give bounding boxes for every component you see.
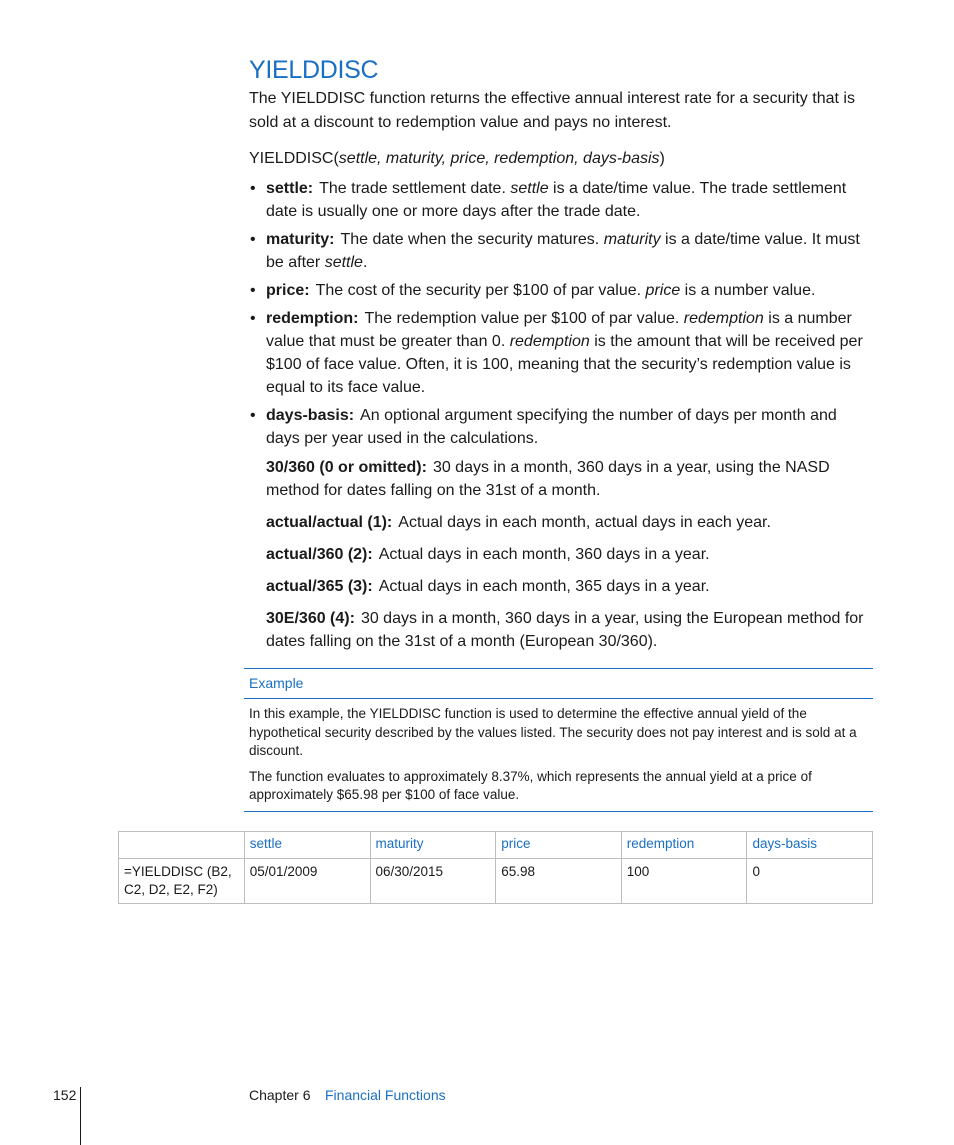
table-header-cell: redemption [621,832,747,859]
argument-text: redemption [509,333,590,350]
basis-option-text: 30 days in a month, 360 days in a year, using the European method for dates falling on the 31st of a month (European 30/360). [266,610,864,650]
argument-text: is a date/time value. The trade settlement date is usually one or more days after the trade date. [266,180,847,220]
argument-text: is a number value. [680,282,816,299]
basis-option [266,511,872,534]
argument-item [249,279,873,302]
basis-option [266,575,872,598]
example-table [118,831,873,904]
basis-option-term: 30E/360 (4): [266,610,355,627]
argument-text: maturity [603,231,661,248]
argument-text: price [645,282,681,299]
table-header-cell: days-basis [747,832,873,859]
table-header-cell [119,832,245,859]
bullet-icon: • [250,407,256,424]
basis-option-term: 30/360 (0 or omitted): [266,459,427,476]
bullet-icon: • [250,310,256,327]
page-number: 152 [53,1087,77,1103]
function-description: The YIELDDISC function returns the effective annual interest rate for a security that is sold at a discount to redemption value and pays no interest. [249,90,855,131]
argument-text: The trade settlement date. [319,180,511,197]
argument-term: maturity: [266,231,335,248]
table-cell: =YIELDDISC (B2, C2, D2, E2, F2) [119,859,245,904]
table-cell: 100 [621,859,747,904]
footer-divider [80,1087,81,1145]
bullet-icon: • [250,180,256,197]
days-basis-options [266,456,872,662]
basis-option-text: 30 days in a month, 360 days in a year, using the NASD method for dates falling on the 31st of a month. [266,459,830,499]
footer-chapter: Chapter 6 [249,1087,311,1103]
table-header-cell: maturity [370,832,496,859]
argument-term: price: [266,282,310,299]
example-box [244,668,873,812]
function-syntax [249,147,665,170]
argument-text: The redemption value per $100 of par value. [364,310,684,327]
basis-option-term: actual/360 (2): [266,546,373,563]
argument-text: The cost of the security per $100 of par value. [315,282,646,299]
table-cell: 06/30/2015 [370,859,496,904]
example-paragraph: In this example, the YIELDDISC function is used to determine the effective annual yield of the hypothetical security described by the values listed. The security does not pay interest and is sold at a discount. [249,706,857,758]
basis-option [266,456,872,502]
table-header-cell: price [496,832,622,859]
table-body [119,859,873,904]
table-header-row [119,832,873,859]
argument-text: The date when the security matures. [340,231,604,248]
example-body [244,699,873,811]
basis-option-text: Actual days in each month, 365 days in a year. [378,578,710,595]
basis-option [266,607,872,653]
basis-option-term: actual/actual (1): [266,514,393,531]
argument-text: is a date/time value. It must be after [266,231,860,271]
table-header-cell: settle [244,832,370,859]
syntax-open-paren: ( [333,150,339,167]
argument-text: settle [324,254,363,271]
basis-option-term: actual/365 (3): [266,578,373,595]
bullet-icon: • [250,282,256,299]
bullet-icon: • [250,231,256,248]
table-cell: 65.98 [496,859,622,904]
argument-text: settle [510,180,549,197]
argument-term: settle: [266,180,314,197]
argument-text: An optional argument specifying the number of days per month and days per year used in the calculations. [266,407,837,447]
basis-option-text: Actual days in each month, actual days in each year. [398,514,771,531]
syntax-close-paren: ) [659,150,665,167]
argument-term: days-basis: [266,407,355,424]
argument-text: . [362,254,368,271]
argument-item [249,307,873,399]
argument-term: redemption: [266,310,359,327]
basis-option-text: Actual days in each month, 360 days in a year. [378,546,710,563]
basis-option [266,543,872,566]
argument-text: is a number value that must be greater than 0. [266,310,852,350]
syntax-function-name: YIELDDISC [249,150,334,167]
argument-text: is the amount that will be received per $100 of face value. Often, it is 100, meaning that the security’s redemption value is equal to its face value. [266,333,863,396]
syntax-arguments: settle, maturity, price, redemption, days-basis [338,150,660,167]
example-heading: Example [244,669,873,699]
table-cell: 05/01/2009 [244,859,370,904]
table-cell: 0 [747,859,873,904]
argument-text: redemption [683,310,764,327]
page-title: YIELDDISC [249,56,379,84]
argument-list [249,177,873,455]
argument-item [249,404,873,450]
example-paragraph: The function evaluates to approximately 8.37%, which represents the annual yield at a price of approximately $65.98 per $100 of face value. [249,768,812,802]
footer-section-link[interactable]: Financial Functions [325,1087,446,1103]
argument-item [249,228,873,274]
argument-item [249,177,873,223]
table-row [119,859,873,904]
